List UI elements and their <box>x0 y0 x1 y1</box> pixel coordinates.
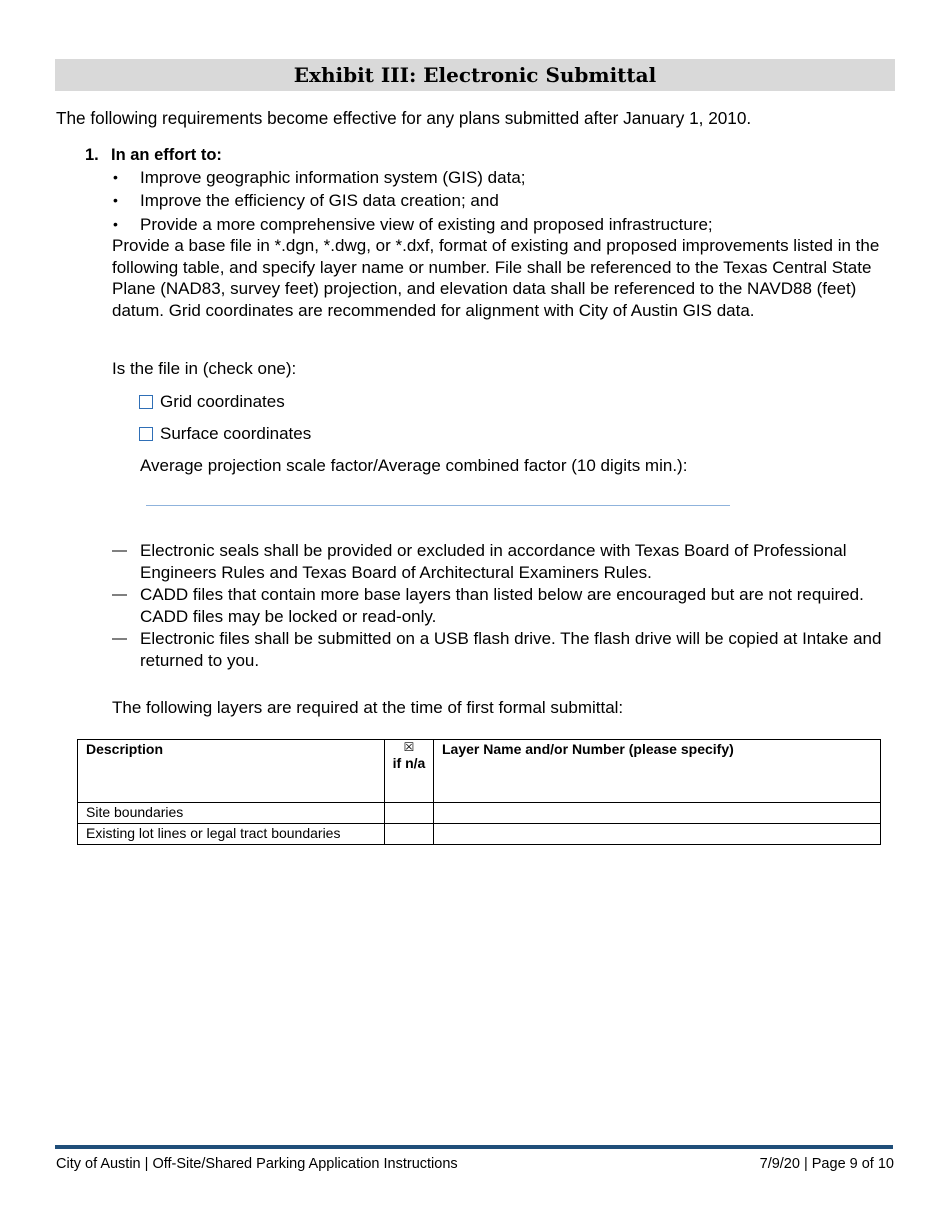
row-na-cell[interactable] <box>385 824 434 845</box>
requirements-paragraph: Provide a base file in *.dgn, *.dwg, or *.dxf, format of existing and proposed improvements listed in the following table, and specify layer name or number. File shall be referenced to the Texas Central State Plane (NAD83, survey feet) projection, and elevation data shall be referenced to the NAVD88 (feet) datum. Grid coordinates are recommended for alignment with City of Austin GIS data. <box>112 236 880 320</box>
bullet-item: • Improve geographic information system (GIS) data; <box>112 166 713 189</box>
row-layer-cell[interactable] <box>434 824 881 845</box>
note-item: — CADD files that contain more base layers than listed below are encouraged but are not required. CADD files may be locked or read-only. <box>112 584 892 628</box>
table-row <box>78 803 881 824</box>
layer-header: Layer Name and/or Number (please specify) <box>434 740 881 803</box>
bullet-item: • Improve the efficiency of GIS data creation; and <box>112 189 713 212</box>
scale-factor-label: Average projection scale factor/Average combined factor (10 digits min.): <box>140 456 688 475</box>
row-layer-cell[interactable] <box>434 803 881 824</box>
layers-intro: The following layers are required at the time of first formal submittal: <box>112 698 624 717</box>
surface-coordinates-label: Surface coordinates <box>160 424 312 443</box>
table-row <box>78 824 881 845</box>
page-title: Exhibit III: Electronic Submittal <box>293 63 657 87</box>
bullet-list <box>112 166 713 236</box>
layers-table <box>77 739 881 845</box>
surface-coordinates-checkbox[interactable] <box>139 427 153 441</box>
surface-coordinates-option[interactable] <box>139 424 311 444</box>
footer-left-text: City of Austin | Off-Site/Shared Parking Application Instructions <box>56 1156 458 1172</box>
row-description: Existing lot lines or legal tract boundaries <box>78 824 385 845</box>
title-bar <box>55 59 895 91</box>
intro-text: The following requirements become effective for any plans submitted after January 1, 2010. <box>56 108 752 128</box>
na-header-label: if n/a <box>392 755 426 771</box>
check-question: Is the file in (check one): <box>112 359 297 378</box>
footer-page-info: 7/9/20 | Page 9 of 10 <box>759 1156 894 1172</box>
row-description: Site boundaries <box>78 803 385 824</box>
grid-coordinates-label: Grid coordinates <box>160 392 285 411</box>
grid-coordinates-checkbox[interactable] <box>139 395 153 409</box>
item-heading <box>85 146 222 165</box>
scale-factor-input-line[interactable] <box>146 505 730 506</box>
item-number: 1. <box>85 146 99 164</box>
note-item: — Electronic files shall be submitted on a USB flash drive. The flash drive will be copied at Intake and returned to you. <box>112 628 892 672</box>
checked-box-icon: ☒ <box>403 740 415 754</box>
grid-coordinates-option[interactable] <box>139 392 285 412</box>
row-na-cell[interactable] <box>385 803 434 824</box>
footer-divider <box>55 1145 893 1149</box>
notes-list <box>112 540 892 672</box>
item-heading-text: In an effort to: <box>111 146 222 164</box>
bullet-item: • Provide a more comprehensive view of existing and proposed infrastructure; <box>112 213 713 236</box>
na-header <box>385 740 434 803</box>
table-header-row <box>78 740 881 803</box>
description-header: Description <box>78 740 385 803</box>
note-item: — Electronic seals shall be provided or excluded in accordance with Texas Board of Professional Engineers Rules and Texas Board of Architectural Examiners Rules. <box>112 540 892 584</box>
